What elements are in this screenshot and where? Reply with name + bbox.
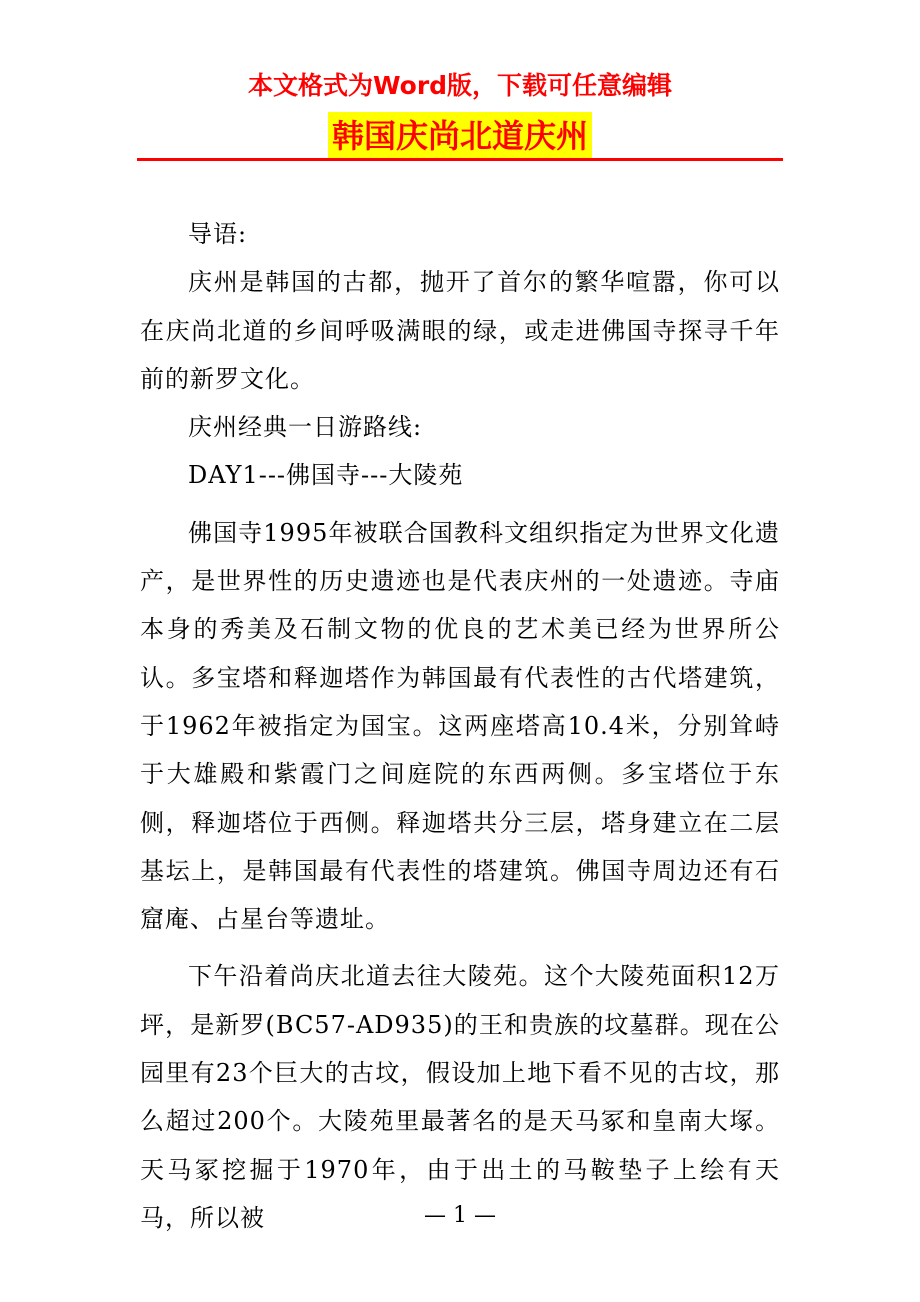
page-number: — 1 — (424, 1203, 496, 1228)
document-title: 韩国庆尚北道庆州 (328, 112, 592, 160)
title-container (0, 112, 920, 160)
download-banner: 本文格式为Word版，下载可任意编辑 (247, 71, 673, 100)
paragraph-day1: DAY1---佛国寺---大陵苑 (188, 461, 464, 490)
paragraph-intro: 庆州是韩国的古都，抛开了首尔的繁华喧嚣，你可以在庆尚北道的乡间呼吸满眼的绿，或走进佛国寺探寻千年前的新罗文化。 (140, 268, 780, 393)
paragraph-bulguksa: 佛国寺1995年被联合国教科文组织指定为世界文化遗产，是世界性的历史遗迹也是代表庆州的一处遗迹。寺庙本身的秀美及石制文物的优良的艺术美已经为世界所公认。多宝塔和释迦塔作为韩国最有代表性的古代塔建筑，于1962年被指定为国宝。这两座塔高10.4米，分别耸峙于大雄殿和紫霞门之间庭院的东西两侧。多宝塔位于东侧，释迦塔位于西侧。释迦塔共分三层，塔身建立在二层基坛上，是韩国最有代表性的塔建筑。佛国寺周边还有石窟庵、占星台等遗址。 (140, 518, 780, 934)
paragraph-intro-label: 导语: (188, 220, 248, 248)
title-divider (137, 158, 783, 161)
paragraph-route-label: 庆州经典一日游路线: (188, 413, 423, 442)
paragraph-daereungwon: 下午沿着尚庆北道去往大陵苑。这个大陵苑面积12万坪，是新罗(BC57-AD935)的王和贵族的坟墓群。现在公园里有23个巨大的古坟，假设加上地下看不见的古坟，那么超过200个。大陵苑里最著名的是天马冢和皇南大塚。天马冢挖掘于1970年，由于出土的马鞍垫子上绘有天马，所以被 (140, 962, 780, 1232)
document-body (140, 210, 780, 1242)
